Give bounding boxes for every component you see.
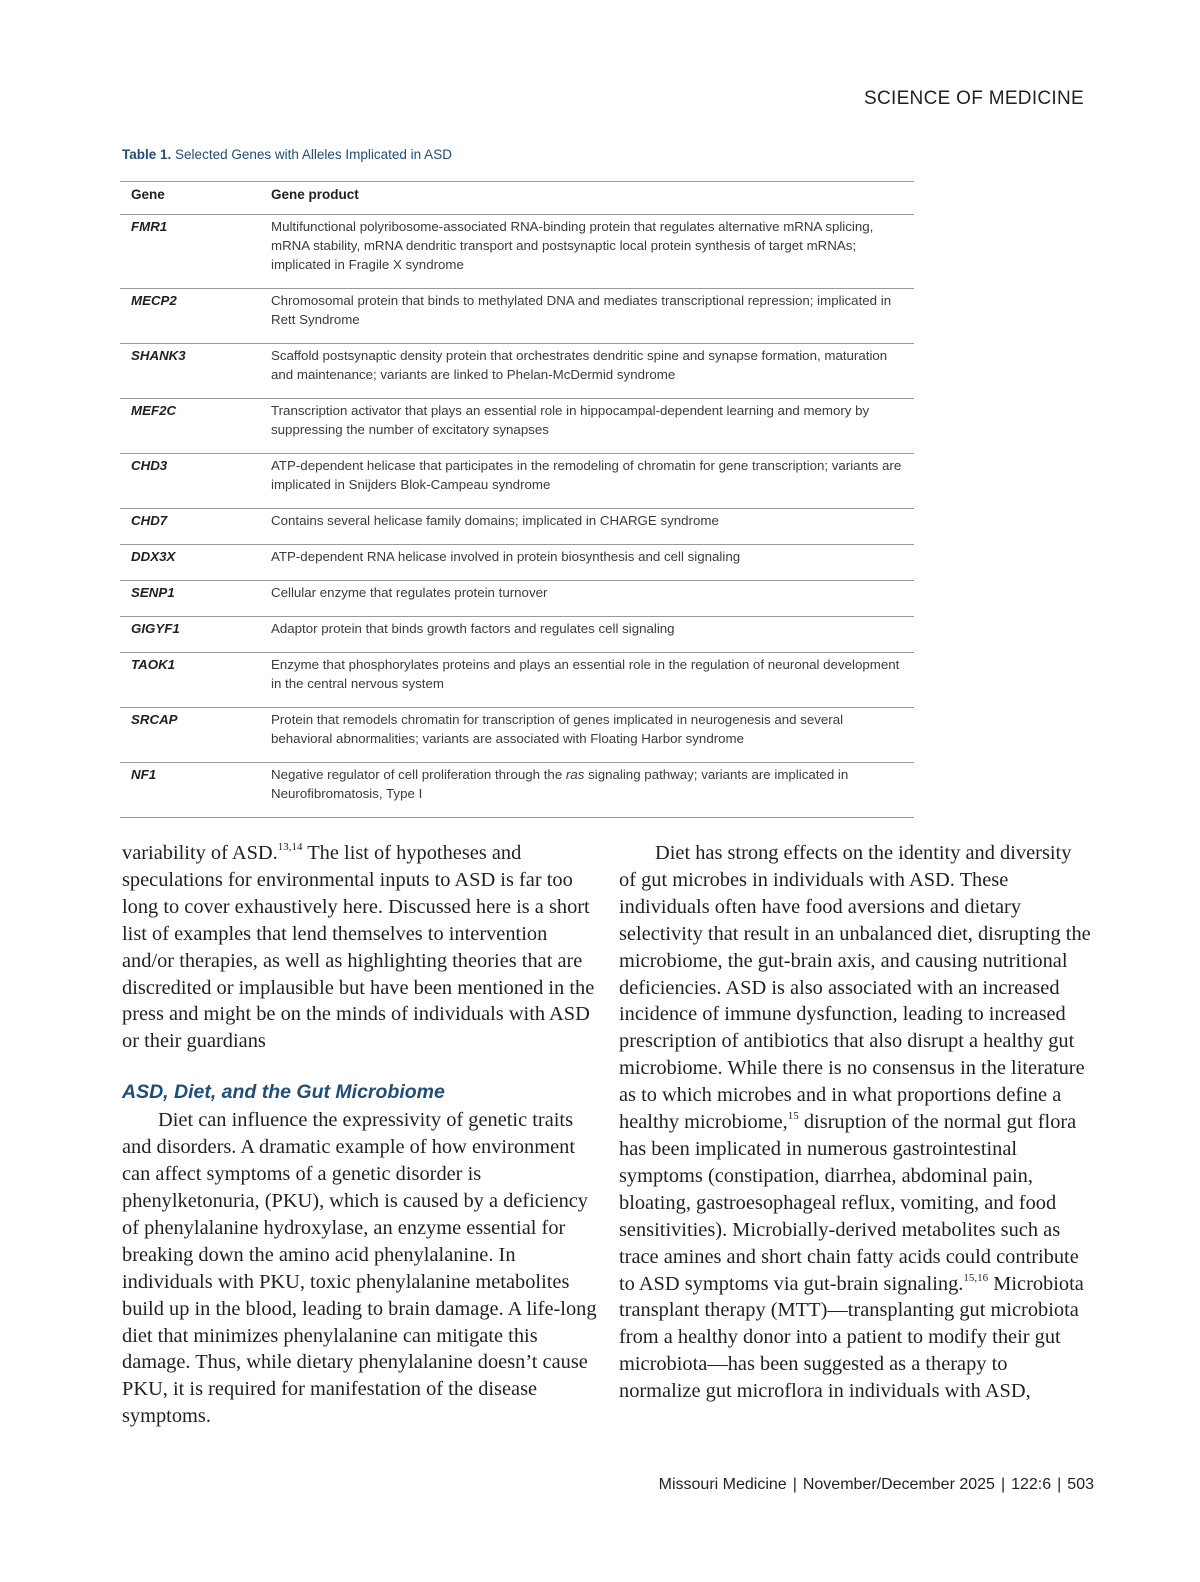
table-row — [120, 399, 914, 454]
gene-product: Enzyme that phosphorylates proteins and plays an essential role in the regulation of neuronal development in the central nervous system — [271, 653, 914, 708]
table-caption-label: Table 1. — [122, 147, 172, 162]
gene-name: TAOK1 — [120, 653, 271, 708]
gene-name: GIGYF1 — [120, 617, 271, 653]
gene-name: MECP2 — [120, 289, 271, 344]
table-row — [120, 545, 914, 581]
column-header-gene-product: Gene product — [271, 182, 914, 215]
table-row — [120, 454, 914, 509]
gene-product: Contains several helicase family domains; implicated in CHARGE syndrome — [271, 509, 914, 545]
table-header-row — [120, 182, 914, 215]
gene-name: FMR1 — [120, 215, 271, 289]
gene-name: CHD7 — [120, 509, 271, 545]
gene-product: ATP-dependent helicase that participates in the remodeling of chromatin for gene transcription; variants are implicated in Snijders Blok-Campeau syndrome — [271, 454, 914, 509]
citation: 13,14 — [277, 841, 303, 853]
issue-date: November/December 2025 — [802, 1476, 995, 1493]
separator: | — [1057, 1476, 1062, 1493]
separator: | — [1000, 1476, 1006, 1493]
page-footer — [659, 1476, 1094, 1494]
table-row — [120, 763, 914, 818]
separator: | — [792, 1476, 797, 1493]
column-header-gene: Gene — [120, 182, 271, 215]
page-number: 503 — [1067, 1476, 1094, 1493]
table-caption — [122, 147, 452, 162]
table-row — [120, 617, 914, 653]
gene-product: Scaffold postsynaptic density protein that orchestrates dendritic spine and synapse formation, maturation and maintenance; variants are linked to Phelan-McDermid syndrome — [271, 344, 914, 399]
body-text: variability of ASD. — [122, 842, 278, 864]
gene-product: Multifunctional polyribosome-associated RNA-binding protein that regulates alternative mRNA splicing, mRNA stability, mRNA dendritic transport and postsynaptic local protein synthesis of target mRNAs; implicated in Fragile X syndrome — [271, 215, 914, 289]
gene-name: SRCAP — [120, 708, 271, 763]
body-text: The list of hypotheses and speculations for environmental inputs to ASD is far too long to cover exhaustively here. Discussed here is a short list of examples that lend themselves to intervention and/or therapies, as well as highlighting theories that are discredited or implausible but have been mentioned in the press and might be on the minds of individuals with ASD or their guardians — [122, 842, 595, 1053]
citation: 15 — [787, 1110, 799, 1123]
gene-name: CHD3 — [120, 454, 271, 509]
body-paragraph: Diet can influence the expressivity of genetic traits and disorders. A dramatic example of how environment can affect symptoms of a genetic disorder is phenylketonuria, (PKU), which is caused by a deficiency of phenylalanine hydroxylase, an enzyme essential for breaking down the amino acid phenylalanine. In individuals with PKU, toxic phenylalanine metabolites build up in the blood, leading to brain damage. A life-long diet that minimizes phenylalanine can mitigate this damage. Thus, while dietary phenylalanine doesn’t cause PKU, it is required for manifestation of the disease symptoms. — [122, 1109, 597, 1428]
gene-product — [271, 763, 914, 818]
volume: 122:6 — [1011, 1476, 1052, 1493]
gene-product: ATP-dependent RNA helicase involved in protein biosynthesis and cell signaling — [271, 545, 914, 581]
body-paragraph — [122, 840, 600, 1055]
gene-name: SENP1 — [120, 581, 271, 617]
right-column — [619, 840, 1091, 1405]
table-caption-text: Selected Genes with Alleles Implicated in ASD — [175, 147, 452, 162]
table-row — [120, 509, 914, 545]
section-subheading: ASD, Diet, and the Gut Microbiome — [122, 1081, 445, 1104]
table-row — [120, 653, 914, 708]
table-row — [120, 344, 914, 399]
table-row — [120, 289, 914, 344]
gene-product: Transcription activator that plays an essential role in hippocampal-dependent learning and memory by suppressing the number of excitatory synapses — [271, 399, 914, 454]
table-row — [120, 215, 914, 289]
gene-product: Cellular enzyme that regulates protein turnover — [271, 581, 914, 617]
body-text: Microbiota transplant therapy (MTT)—transplanting gut microbiota from a healthy donor into a patient to modify their gut microbiota—has been suggested as a therapy to normalize gut microflora in individuals with ASD, — [619, 1272, 1084, 1403]
section-label: SCIENCE OF MEDICINE — [864, 88, 1084, 109]
gene-product-italic: ras — [565, 767, 585, 782]
table-row — [120, 581, 914, 617]
body-paragraph — [619, 840, 1091, 1405]
gene-product-text: signaling pathway; variants are implicated in Neurofibromatosis, Type I — [271, 767, 849, 801]
gene-table — [120, 181, 914, 818]
gene-name: NF1 — [120, 763, 271, 818]
gene-product: Chromosomal protein that binds to methylated DNA and mediates transcriptional repression; implicated in Rett Syndrome — [271, 289, 914, 344]
gene-product: Protein that remodels chromatin for transcription of genes implicated in neurogenesis and several behavioral abnormalities; variants are associated with Floating Harbor syndrome — [271, 708, 914, 763]
citation: 15,16 — [963, 1271, 989, 1284]
body-text: disruption of the normal gut flora has been implicated in numerous gastrointestinal symptoms (constipation, diarrhea, abdominal pain, bloating, gastroesophageal reflux, vomiting, and food sensitivities). Microbially-derived metabolites such as trace amines and short chain fatty acids could contribute to ASD symptoms via gut-brain signaling. — [619, 1111, 1079, 1295]
left-column — [122, 840, 600, 1430]
gene-name: MEF2C — [120, 399, 271, 454]
gene-name: SHANK3 — [120, 344, 271, 399]
gene-product: Adaptor protein that binds growth factors and regulates cell signaling — [271, 617, 914, 653]
table-row — [120, 708, 914, 763]
body-text: Diet has strong effects on the identity and diversity of gut microbes in individuals with ASD. These individuals often have food aversions and dietary selectivity that result in an unbalanced diet, disrupting the microbiome, the gut-brain axis, and causing nutritional deficiencies. ASD is also associated with an increased incidence of immune dysfunction, leading to increased prescription of antibiotics that also disrupt a healthy gut microbiome. While there is no consensus in the literature as to which microbes and in what proportions define a healthy microbiome, — [619, 842, 1091, 1134]
journal-name: Missouri Medicine — [658, 1476, 787, 1493]
gene-product-text: Negative regulator of cell proliferation through the — [271, 767, 566, 782]
gene-name: DDX3X — [120, 545, 271, 581]
